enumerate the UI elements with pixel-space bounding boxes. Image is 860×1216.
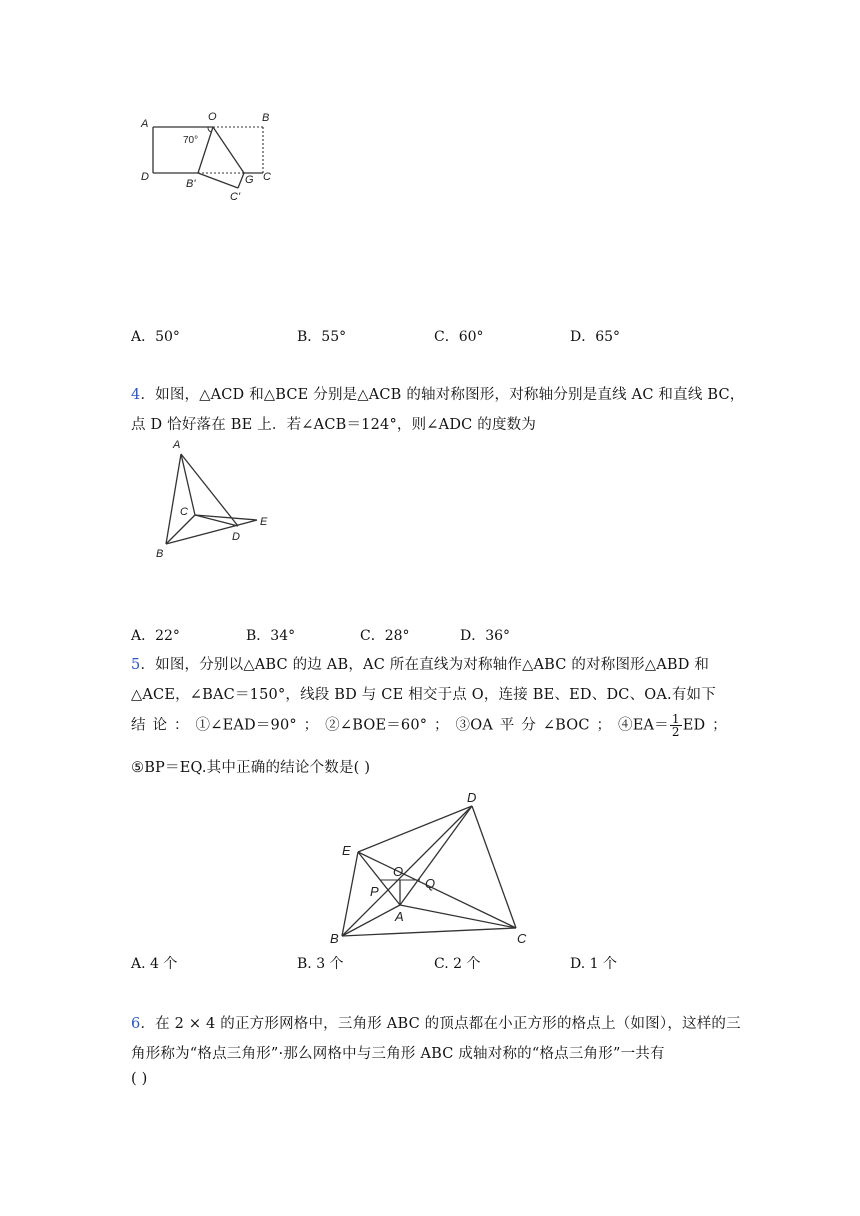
q3-option-b[interactable]: B．55° <box>297 329 347 345</box>
label-P: P <box>370 884 379 899</box>
label-E: E <box>260 516 268 528</box>
q4-option-b[interactable]: B．34° <box>246 628 296 644</box>
q5-line3-text-a: 结 论 ： ①∠EAD＝90° ； ②∠BOE＝60° ； ③OA 平 分 ∠BOC ； ④EA＝ <box>131 717 669 734</box>
label-B: B <box>330 931 339 946</box>
q5-number: 5 <box>131 657 141 673</box>
q4-line1-text: ．如图，△ACD 和△BCE 分别是△ACB 的轴对称图形，对称轴分别是直线 AC 和直线 BC， <box>140 387 745 403</box>
label-B: B <box>262 112 270 124</box>
label-B-prime: B' <box>186 178 196 190</box>
label-C-prime: C' <box>230 191 241 203</box>
label-C: C <box>517 931 527 946</box>
q3-option-a[interactable]: A．50° <box>131 329 180 345</box>
angle-arc <box>208 127 211 132</box>
segment-BC <box>342 928 516 936</box>
label-Q: Q <box>425 876 436 891</box>
q5-stem-line3 <box>131 713 727 738</box>
segment-C1G <box>238 173 244 188</box>
q4-option-c[interactable]: C．28° <box>360 628 410 644</box>
label-O: O <box>208 111 217 123</box>
q4-option-d[interactable]: D．36° <box>460 628 511 644</box>
q5-fraction <box>670 713 682 738</box>
q5-stem-line4: ⑤BP＝EQ.其中正确的结论个数是( ) <box>131 760 371 776</box>
q3-option-d[interactable]: D．65° <box>570 329 621 345</box>
q6-line1-text: ．在 2 × 4 的正方形网格中，三角形 ABC 的顶点都在小正方形的格点上（如图），这样的三 <box>140 1016 741 1032</box>
segment-BA <box>342 905 400 936</box>
label-B: B <box>156 548 164 560</box>
label-A: A <box>173 439 181 451</box>
q4-figure <box>150 436 280 561</box>
q5-figure <box>330 788 540 948</box>
q6-stem-line3: ( ) <box>131 1071 148 1087</box>
q4-diagram <box>150 436 280 561</box>
segment-BE <box>342 852 358 936</box>
label-D: D <box>141 171 149 183</box>
label-G: G <box>245 174 254 186</box>
q3-diagram <box>138 108 288 208</box>
q5-option-a[interactable]: A. 4 个 <box>131 956 178 972</box>
q4-stem-line2: 点 D 恰好落在 BE 上．若∠ACB＝124°，则∠ADC 的度数为 <box>131 417 537 433</box>
q4-stem-line1 <box>131 383 744 404</box>
segment-B1C1 <box>198 173 238 188</box>
q5-line3-text-b: ED ； <box>682 717 727 734</box>
q5-stem-line1 <box>131 653 709 674</box>
label-angle: 70° <box>183 135 199 146</box>
q3-figure <box>138 108 288 208</box>
q5-option-d[interactable]: D. 1 个 <box>570 956 617 972</box>
q5-stem-line2: △ACE，∠BAC＝150°，线段 BD 与 CE 相交于点 O，连接 BE、ED、DC、OA.有如下 <box>131 687 716 703</box>
q6-number: 6 <box>131 1016 141 1032</box>
label-C: C <box>180 506 188 518</box>
label-E: E <box>342 843 351 858</box>
label-A: A <box>141 118 149 130</box>
fraction-denominator: 2 <box>671 725 680 739</box>
q6-stem-line2: 角形称为“格点三角形”·那么网格中与三角形 ABC 成轴对称的“格点三角形”一共有 <box>131 1046 665 1062</box>
q5-option-c[interactable]: C. 2 个 <box>434 956 481 972</box>
q3-option-c[interactable]: C．60° <box>434 329 484 345</box>
q4-number: 4 <box>131 387 141 403</box>
segment-BD <box>342 806 472 936</box>
label-A: A <box>395 909 404 924</box>
q5-option-b[interactable]: B. 3 个 <box>297 956 344 972</box>
label-D: D <box>232 531 240 543</box>
q4-option-a[interactable]: A．22° <box>131 628 180 644</box>
segment-OG <box>213 127 244 173</box>
label-O: O <box>393 864 404 879</box>
segment-BE <box>166 520 257 544</box>
q5-diagram <box>330 788 540 948</box>
q6-stem-line1 <box>131 1012 741 1033</box>
label-D: D <box>467 790 477 805</box>
q5-line1-text: ．如图，分别以△ABC 的边 AB，AC 所在直线为对称轴作△ABC 的对称图形△ABD 和 <box>140 657 710 673</box>
segment-OB1 <box>198 127 213 173</box>
label-C: C <box>263 171 271 183</box>
fraction-numerator: 1 <box>671 712 680 726</box>
segment-AC <box>400 905 516 928</box>
